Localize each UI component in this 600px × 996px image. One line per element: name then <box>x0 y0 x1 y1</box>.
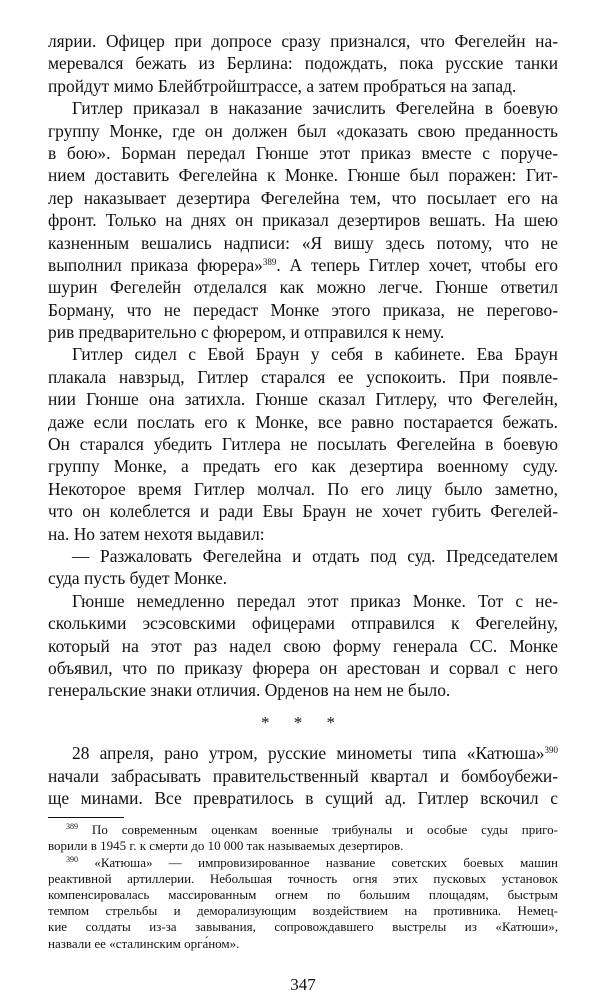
text-line: лер наказывает дезертира Фегелейна тем, что посылает его на <box>48 187 558 208</box>
text-line: ще минами. Все превратилось в сущий ад. Гитлер вскочил с <box>48 787 558 808</box>
paragraph-2 <box>48 97 558 343</box>
footnote-number: 390 <box>66 854 78 864</box>
section-separator: * * * <box>261 712 345 732</box>
text-line: на. Но затем нехотя выдавил: <box>48 523 265 544</box>
text-line: группу Монке, а предать его как дезертира военному суду. <box>48 456 558 477</box>
text-line: пройдут мимо Блейбтройштрассе, а затем пробраться на запад. <box>48 75 517 96</box>
text-line: фронт. Только на днях он приказал дезертиров вешать. На шею <box>48 210 558 231</box>
footnote-line <box>48 855 558 871</box>
footnote-line: темпом стрельбы и деморализующим воздействием на противника. Немец- <box>48 903 558 919</box>
text-line: Он старался убедить Гитлера не посылать Фегелейна в боевую <box>48 434 558 455</box>
text-line: — Разжаловать Фегелейна и отдать под суд. Председателем <box>72 545 558 566</box>
text-line: генеральские знаки отличия. Орденов на нем не было. <box>48 680 451 701</box>
text-line: в бою». Борман передал Гюнше этот приказ вместе с поруче- <box>48 142 558 163</box>
text-line: нием доставить Фегелейна к Монке. Гюнше был поражен: Гит- <box>48 165 558 186</box>
footnote-text: По современным оценкам военные трибуналы и особые суды приго- <box>78 822 558 838</box>
footnotes <box>48 822 558 952</box>
text-line: меревался бежать из Берлина: подождать, пока русские танки <box>48 53 558 74</box>
footnote-ref-389: 389 <box>262 256 277 267</box>
footnote-divider <box>48 817 124 818</box>
text-line: объявил, что по приказу фюрера он арестован и сорвал с него <box>48 657 558 678</box>
text-line: который на этот раз надел свою форму генерала СС. Монке <box>48 635 558 656</box>
footnote-text: «Катюша» — импровизированное название советских боевых машин <box>78 854 558 870</box>
text-line: казненным вешались надписи: «Я вишу здесь потому, что не <box>48 232 558 253</box>
paragraph-4 <box>48 545 558 590</box>
text-line <box>48 742 558 764</box>
footnote-number: 389 <box>66 822 78 832</box>
text-line: нии Гюнше она затихла. Гюнше сказал Гитлеру, что Фегелейн, <box>48 389 558 410</box>
text-line: что он колеблется и ради Евы Браун не хочет губить Фегелей- <box>48 501 558 522</box>
text-line: Гитлер сидел с Евой Браун у себя в кабинете. Ева Браун <box>72 344 558 365</box>
footnote-line: компенсировалась массированным огнем по большим площадям, быстрым <box>48 887 558 903</box>
text-line: Гюнше немедленно передал этот приказ Монке. Тот с не- <box>72 590 558 611</box>
footnote-line <box>48 822 558 838</box>
text-line: рив предварительно с фюрером, и отправился к нему. <box>48 322 445 343</box>
footnote-line: реактивной артиллерии. Небольшая точность огня этих пусковых установок <box>48 870 558 886</box>
text-line: начали забрасывать правительственный квартал и бомбоубежи- <box>48 765 558 786</box>
text-line: даже если послать его к Монке, все равно постарается бежать. <box>48 411 558 432</box>
text-line: лярии. Офицер при допросе сразу признался, что Фегелейн на- <box>48 31 558 51</box>
page-number: 347 <box>290 974 316 994</box>
footnote-line: назвали ее «сталинским орга́ном». <box>48 935 240 951</box>
book-page <box>48 30 558 996</box>
text-segment: 28 апреля, рано утром, русские минометы типа «Катюша» <box>72 743 545 764</box>
paragraph-5 <box>48 590 558 702</box>
text-line: шурин Фегелейн отделался как можно легче. Гюнше ответил <box>48 277 558 298</box>
text-line: суда пусть будет Монке. <box>48 568 228 589</box>
paragraph-6 <box>48 742 558 809</box>
footnote-line: ворили в 1945 г. к смерти до 10 000 так называемых дезертиров. <box>48 838 404 854</box>
footnote-line: кие солдаты из-за завывания, сопровождавшего выстрелы из «Катюши», <box>48 919 558 935</box>
text-segment: выполнил приказа фюрера» <box>48 254 263 275</box>
text-segment: . А теперь Гитлер хочет, чтобы его <box>276 254 558 275</box>
text-line: группу Монке, где он должен был «доказать свою преданность <box>48 120 558 141</box>
text-line: сколькими эсэсовскими офицерами отправился к Фегелейну, <box>48 613 558 634</box>
text-line: Некоторое время Гитлер молчал. По его лицу было заметно, <box>48 478 558 499</box>
footnote-ref-390: 390 <box>544 745 558 756</box>
paragraph-1 <box>48 30 558 97</box>
text-line: Гитлер приказал в наказание зачислить Фегелейна в боевую <box>72 98 558 119</box>
text-line: плакала навзрыд, Гитлер старался ее успокоить. При появле- <box>48 366 558 387</box>
text-line: Борману, что не передаст Монке этого приказа, не перегово- <box>48 299 558 320</box>
text-line <box>48 254 558 276</box>
paragraph-3 <box>48 343 558 545</box>
